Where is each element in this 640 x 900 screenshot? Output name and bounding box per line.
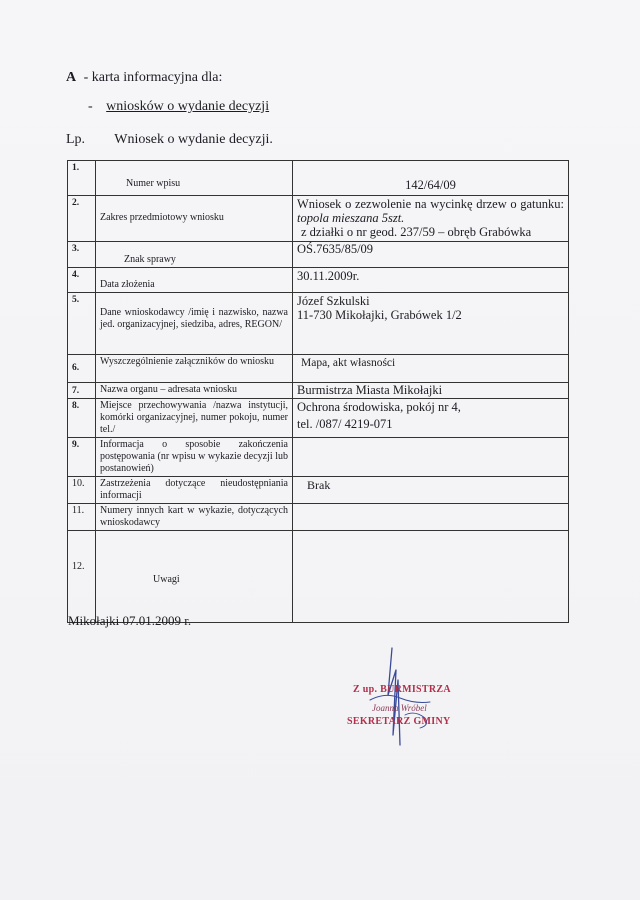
row-number: 3. [68,242,96,268]
row-value [293,399,569,438]
row-label: Miejsce przechowywania /nazwa instytucji, komórki organizacyjnej, numer pokoju, numer tel./ [96,399,293,438]
row-value: Brak [293,477,569,504]
row-value [293,196,569,242]
table-row [68,383,569,399]
storage-phone: tel. /087/ 4219-071 [297,417,393,431]
row-label: Zakres przedmiotowy wniosku [96,196,293,242]
row-number: 4. [68,268,96,293]
row-label: Data złożenia [96,268,293,293]
table-row [68,531,569,623]
row-number: 12. [68,531,96,623]
card-subject [88,99,269,115]
row-number: 10. [68,477,96,504]
list-title-text: Wniosek o wydanie decyzji. [114,132,273,147]
table-row [68,293,569,355]
table-row [68,504,569,531]
row-value: 30.11.2009r. [293,268,569,293]
row-value [293,438,569,477]
table-row [68,355,569,383]
row-value [293,531,569,623]
storage-place: Ochrona środowiska, pokój nr 4, [297,400,461,414]
applicant-address: 11-730 Mikołajki, Grabówek 1/2 [297,308,462,322]
table-row [68,268,569,293]
table-row [68,161,569,196]
row-label: Dane wnioskodawcy /imię i nazwisko, nazwa jed. organizacyjnej, siedziba, adres, REGON/ [96,293,293,355]
row-label: Uwagi [96,531,293,623]
row-label: Numer wpisu [96,161,293,196]
row-label: Nazwa organu – adresata wniosku [96,383,293,399]
stamp-line-3: SEKRETARZ GMINY [347,716,451,727]
table-row [68,242,569,268]
list-title [66,132,273,148]
handwritten-signature [330,640,490,750]
scope-text [297,197,564,225]
scope-text-species: topola mieszana 5szt. [297,211,405,225]
subject-dash: - [88,99,93,114]
row-number: 11. [68,504,96,531]
row-number: 2. [68,196,96,242]
scope-text-plain: Wniosek o zezwolenie na wycinkę drzew o gatunku: [297,197,564,211]
row-number: 8. [68,399,96,438]
table-row [68,477,569,504]
subject-text: wniosków o wydanie decyzji [106,99,270,114]
row-number: 1. [68,161,96,196]
row-label: Informacja o sposobie zakończenia postępowania (nr wpisu w wykazie decyzji lub postanowień) [96,438,293,477]
row-number: 9. [68,438,96,477]
row-label: Zastrzeżenia dotyczące nieudostępniania informacji [96,477,293,504]
row-value: Mapa, akt własności [293,355,569,383]
row-value: OŚ.7635/85/09 [293,242,569,268]
scope-parcel: z działki o nr geod. 237/59 – obręb Grabówka [301,225,532,239]
card-heading [66,70,222,86]
section-letter: A [66,70,77,85]
row-number: 5. [68,293,96,355]
row-value: Burmistrza Miasta Mikołajki [293,383,569,399]
stamp-line-2: Joanna Wróbel [372,703,427,713]
row-value: 142/64/09 [293,161,569,196]
table-row [68,438,569,477]
table-row [68,196,569,242]
card-heading-text: - karta informacyjna dla: [83,70,223,85]
stamp-line-1: Z up. BURMISTRZA [353,684,451,695]
place-and-date: Mikołajki 07.01.2009 r. [68,613,192,628]
row-label: Znak sprawy [96,242,293,268]
row-number: 7. [68,383,96,399]
table-row [68,399,569,438]
row-label: Wyszczególnienie załączników do wniosku [96,355,293,383]
row-number: 6. [68,355,96,383]
lp-label: Lp. [66,132,86,147]
row-label: Numery innych kart w wykazie, dotyczących wnioskodawcy [96,504,293,531]
row-value [293,504,569,531]
applicant-name: Józef Szkulski [297,294,370,308]
row-value [293,293,569,355]
information-card-table [67,160,569,623]
